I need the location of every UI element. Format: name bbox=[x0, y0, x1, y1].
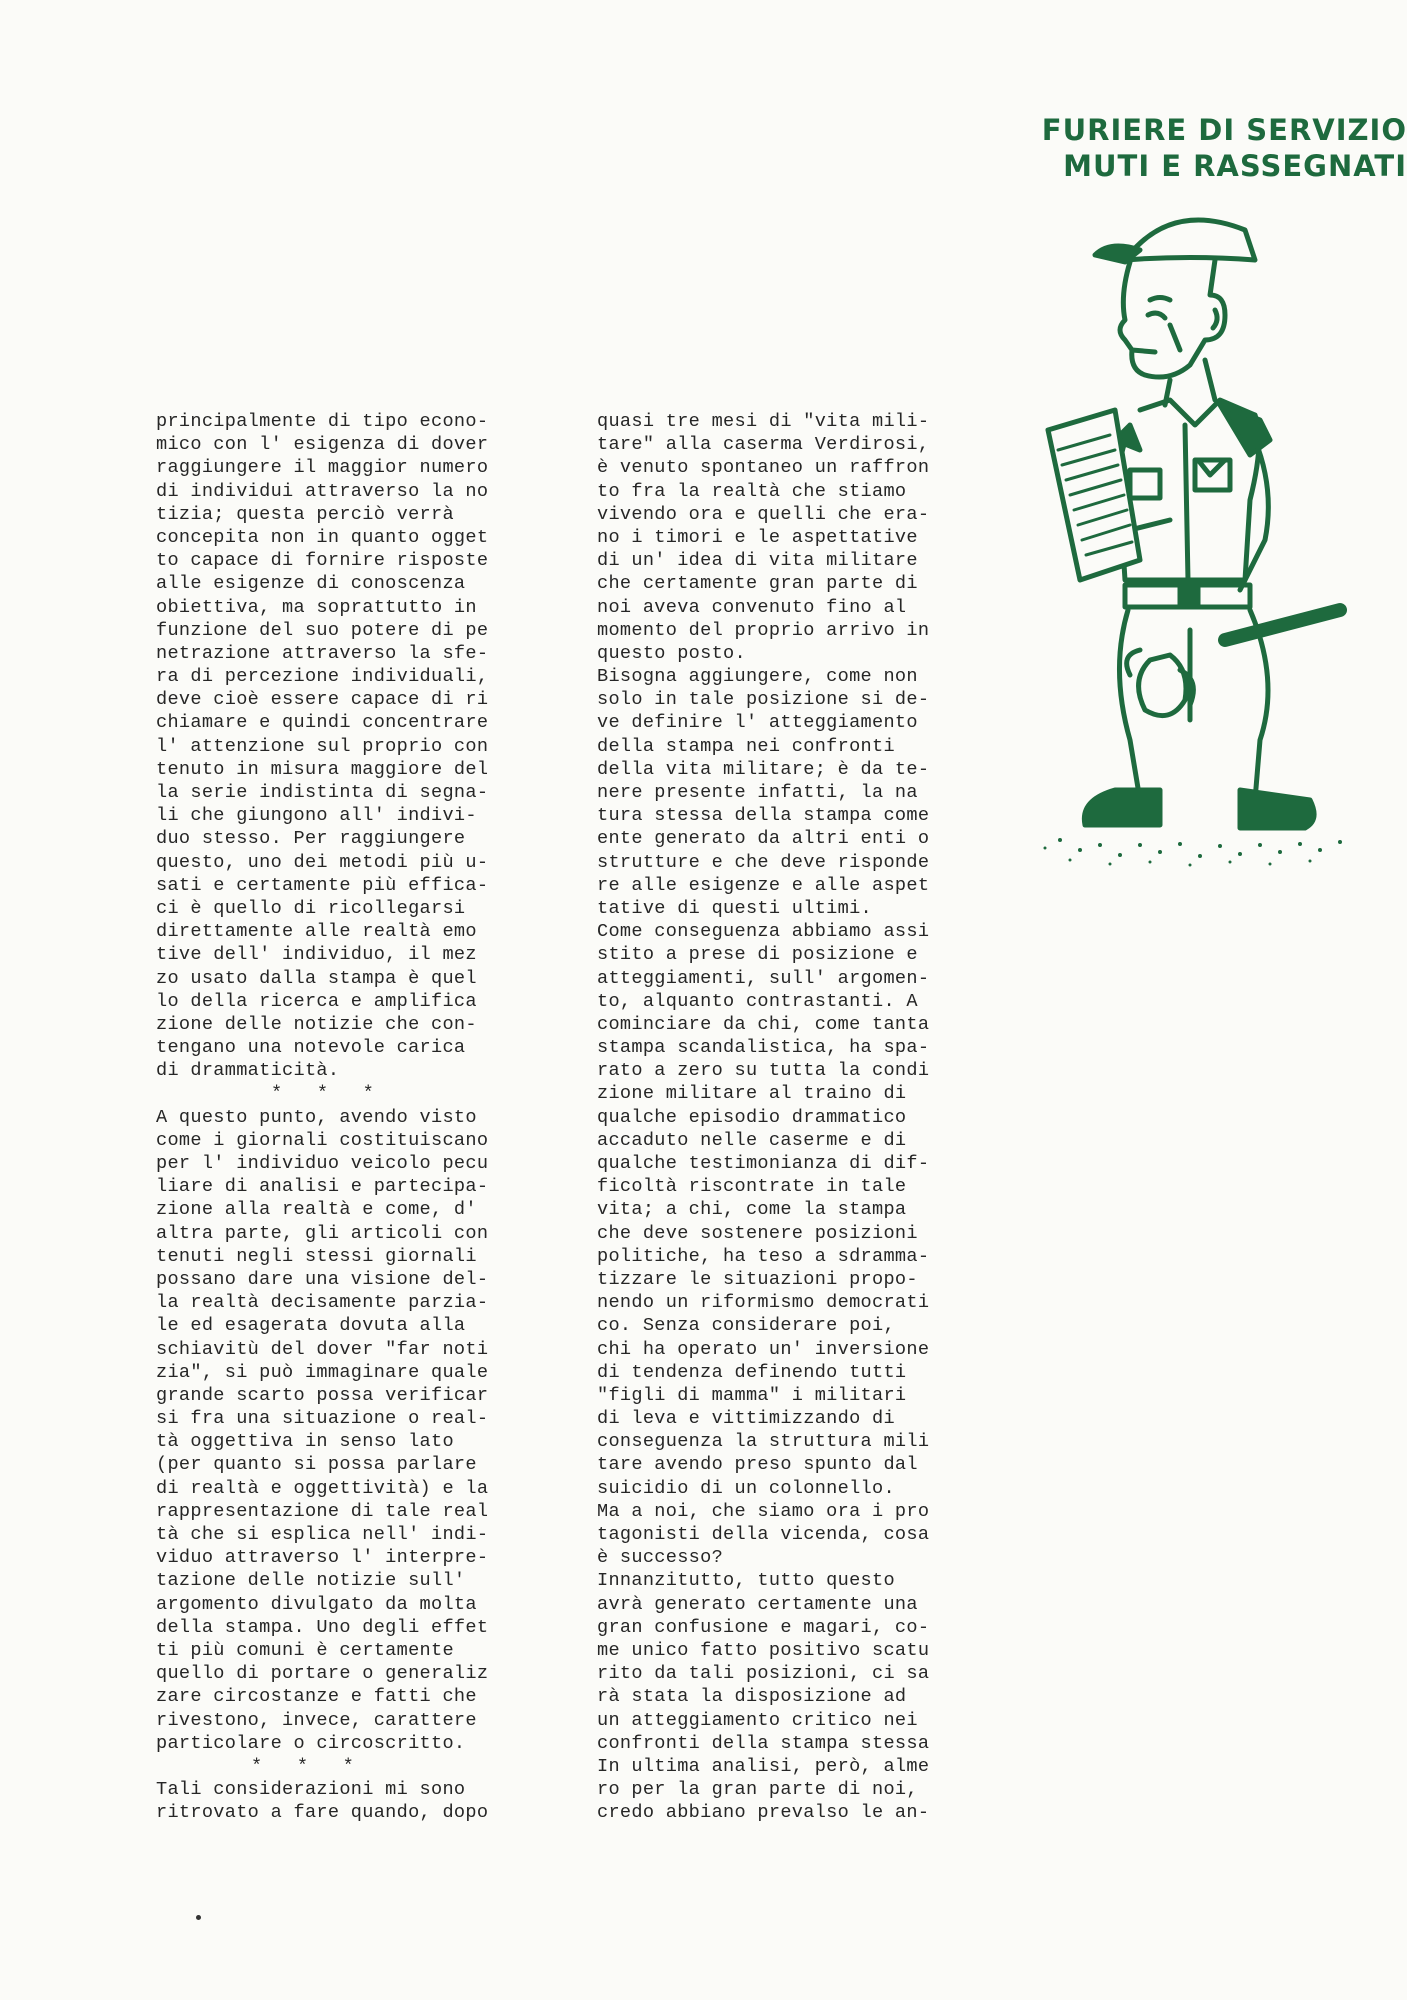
text-line: di tendenza definendo tutti bbox=[597, 1361, 907, 1383]
text-line: di individui attraverso la no bbox=[156, 480, 489, 502]
text-line: ti più comuni è certamente bbox=[156, 1639, 454, 1661]
text-line: per l' individuo veicolo pecu bbox=[156, 1153, 489, 1174]
text-line: tizzare le situazioni propo- bbox=[597, 1268, 918, 1290]
text-line: principalmente di tipo econo- bbox=[156, 411, 489, 432]
text-line: Innanzitutto, tutto questo bbox=[597, 1570, 895, 1592]
text-line: possano dare una visione del- bbox=[156, 1268, 489, 1290]
text-line: di drammaticità. bbox=[156, 1060, 340, 1082]
text-line: netrazione attraverso la sfe- bbox=[156, 642, 489, 664]
text-line: vivendo ora e quelli che era- bbox=[597, 503, 930, 525]
text-line: zia", si può immaginare quale bbox=[156, 1361, 489, 1383]
text-line: chiamare e quindi concentrare bbox=[156, 712, 489, 734]
text-line: rivestono, invece, carattere bbox=[156, 1709, 477, 1731]
text-line: tengano una notevole carica bbox=[156, 1037, 466, 1059]
text-line: to capace di fornire risposte bbox=[156, 550, 489, 572]
text-line: liare di analisi e partecipa- bbox=[156, 1176, 489, 1198]
text-line: "figli di mamma" i militari bbox=[597, 1384, 907, 1406]
text-line: stito a prese di posizione e bbox=[597, 944, 918, 966]
paper-speck bbox=[196, 1915, 201, 1920]
text-line: tenuto in misura maggiore del bbox=[156, 758, 489, 780]
text-line: concepita non in quanto ogget bbox=[156, 526, 489, 548]
text-line: tazione delle notizie sull' bbox=[156, 1570, 466, 1592]
text-line: ci è quello di ricollegarsi bbox=[156, 897, 466, 919]
text-line: la serie indistinta di segna- bbox=[156, 782, 489, 803]
text-line: di leva e vittimizzando di bbox=[597, 1408, 895, 1430]
text-line: stampa scandalistica, ha spa- bbox=[597, 1037, 930, 1059]
text-line: vita; a chi, come la stampa bbox=[597, 1199, 907, 1221]
text-line: argomento divulgato da molta bbox=[156, 1593, 477, 1615]
text-line: tà che si esplica nell' indi- bbox=[156, 1524, 489, 1545]
text-line: qualche episodio drammatico bbox=[597, 1106, 907, 1128]
text-line: tura stessa della stampa come bbox=[597, 805, 930, 827]
text-line: un atteggiamento critico nei bbox=[597, 1709, 918, 1731]
text-line: si fra una situazione o real- bbox=[156, 1408, 489, 1430]
title-line-2: MUTI E RASSEGNATI bbox=[1063, 149, 1407, 183]
right-text-column bbox=[597, 410, 997, 1824]
section-separator: * * * bbox=[251, 1755, 355, 1777]
text-line: tive dell' individuo, il mez bbox=[156, 944, 477, 966]
text-line: chi ha operato un' inversione bbox=[597, 1338, 930, 1360]
text-line: questo, uno dei metodi più u- bbox=[156, 851, 489, 873]
text-line: tative di questi ultimi. bbox=[597, 897, 872, 919]
text-line: confronti della stampa stessa bbox=[597, 1732, 930, 1754]
left-text-column bbox=[156, 410, 556, 1824]
text-line: solo in tale posizione si de- bbox=[597, 689, 930, 711]
text-line: questo posto. bbox=[597, 642, 746, 664]
text-line: In ultima analisi, però, alme bbox=[597, 1755, 930, 1777]
text-line: nere presente infatti, la na bbox=[597, 782, 918, 803]
text-line: ente generato da altri enti o bbox=[597, 828, 930, 850]
text-line: rato a zero su tutta la condi bbox=[597, 1060, 930, 1082]
text-line: della stampa nei confronti bbox=[597, 735, 895, 757]
text-line: grande scarto possa verificar bbox=[156, 1384, 489, 1406]
text-line: noi aveva convenuto fino al bbox=[597, 596, 907, 618]
text-line: zione delle notizie che con- bbox=[156, 1013, 477, 1035]
text-line: ro per la gran parte di noi, bbox=[597, 1779, 918, 1801]
text-line: momento del proprio arrivo in bbox=[597, 619, 930, 641]
text-line: particolare o circoscritto. bbox=[156, 1732, 466, 1754]
text-line: funzione del suo potere di pe bbox=[156, 619, 489, 641]
text-line: tà oggettiva in senso lato bbox=[156, 1431, 454, 1453]
text-line: no i timori e le aspettative bbox=[597, 526, 918, 548]
text-line: le ed esagerata dovuta alla bbox=[156, 1315, 466, 1337]
text-line: mico con l' esigenza di dover bbox=[156, 434, 489, 456]
text-line: zare circostanze e fatti che bbox=[156, 1686, 477, 1708]
text-line: è successo? bbox=[597, 1547, 724, 1569]
text-line: Tali considerazioni mi sono bbox=[156, 1779, 466, 1801]
text-line: conseguenza la struttura mili bbox=[597, 1431, 930, 1453]
text-line: A questo punto, avendo visto bbox=[156, 1106, 477, 1128]
text-line: politiche, ha teso a sdramma- bbox=[597, 1245, 930, 1267]
text-line: tare" alla caserma Verdirosi, bbox=[597, 434, 930, 456]
text-line: alle esigenze di conoscenza bbox=[156, 573, 466, 595]
text-line: l' attenzione sul proprio con bbox=[156, 735, 489, 757]
text-line: ve definire l' atteggiamento bbox=[597, 712, 918, 734]
text-line: quasi tre mesi di "vita mili- bbox=[597, 411, 930, 432]
text-line: è venuto spontaneo un raffron bbox=[597, 457, 930, 479]
text-line: ritrovato a fare quando, dopo bbox=[156, 1802, 489, 1824]
text-line: nendo un riformismo democrati bbox=[597, 1292, 930, 1314]
text-line: me unico fatto positivo scatu bbox=[597, 1639, 930, 1661]
soldier-reading-newspaper-illustration bbox=[1020, 200, 1375, 870]
text-line: come i giornali costituiscano bbox=[156, 1129, 489, 1151]
text-line: avrà generato certamente una bbox=[597, 1593, 918, 1615]
text-line: tenuti negli stessi giornali bbox=[156, 1245, 477, 1267]
text-line: (per quanto si possa parlare bbox=[156, 1454, 477, 1476]
text-line: li che giungono all' indivi- bbox=[156, 805, 477, 827]
text-line: co. Senza considerare poi, bbox=[597, 1315, 895, 1337]
text-line: quello di portare o generaliz bbox=[156, 1663, 489, 1685]
text-line: altra parte, gli articoli con bbox=[156, 1222, 489, 1244]
article-title bbox=[1027, 112, 1407, 184]
text-line: credo abbiano prevalso le an- bbox=[597, 1802, 930, 1824]
text-line: della vita militare; è da te- bbox=[597, 758, 930, 780]
text-line: rito da tali posizioni, ci sa bbox=[597, 1663, 930, 1685]
text-line: zione alla realtà e come, d' bbox=[156, 1199, 477, 1221]
text-line: raggiungere il maggior numero bbox=[156, 457, 489, 479]
text-line: viduo attraverso l' interpre- bbox=[156, 1547, 489, 1569]
title-line-1: FURIERE DI SERVIZIO bbox=[1041, 113, 1407, 147]
text-line: la realtà decisamente parzia- bbox=[156, 1292, 489, 1314]
text-line: suicidio di un colonnello. bbox=[597, 1477, 895, 1499]
section-separator: * * * bbox=[271, 1083, 375, 1105]
text-line: ra di percezione individuali, bbox=[156, 666, 489, 688]
text-line: qualche testimonianza di dif- bbox=[597, 1153, 930, 1174]
text-line: tizia; questa perciò verrà bbox=[156, 503, 454, 525]
text-line: to, alquanto contrastanti. A bbox=[597, 990, 918, 1012]
text-line: di un' idea di vita militare bbox=[597, 550, 918, 572]
text-line: Bisogna aggiungere, come non bbox=[597, 666, 918, 688]
text-line: sati e certamente più effica- bbox=[156, 874, 489, 896]
text-line: direttamente alle realtà emo bbox=[156, 921, 477, 943]
text-line: obiettiva, ma soprattutto in bbox=[156, 596, 477, 618]
text-line: rà stata la disposizione ad bbox=[597, 1686, 907, 1708]
text-line: che certamente gran parte di bbox=[597, 573, 918, 595]
text-line: della stampa. Uno degli effet bbox=[156, 1616, 489, 1638]
text-line: tagonisti della vicenda, cosa bbox=[597, 1524, 930, 1545]
text-line: deve cioè essere capace di ri bbox=[156, 689, 489, 711]
text-line: Ma a noi, che siamo ora i pro bbox=[597, 1500, 930, 1522]
text-line: to fra la realtà che stiamo bbox=[597, 480, 907, 502]
text-line: ficoltà riscontrate in tale bbox=[597, 1176, 907, 1198]
text-line: Come conseguenza abbiamo assi bbox=[597, 921, 930, 943]
text-line: lo della ricerca e amplifica bbox=[156, 990, 477, 1012]
text-line: re alle esigenze e alle aspet bbox=[597, 874, 930, 896]
text-line: strutture e che deve risponde bbox=[597, 851, 930, 873]
text-line: cominciare da chi, come tanta bbox=[597, 1013, 930, 1035]
text-line: tare avendo preso spunto dal bbox=[597, 1454, 918, 1476]
text-line: zo usato dalla stampa è quel bbox=[156, 967, 477, 989]
text-line: di realtà e oggettività) e la bbox=[156, 1477, 489, 1499]
text-line: che deve sostenere posizioni bbox=[597, 1222, 918, 1244]
text-line: rappresentazione di tale real bbox=[156, 1500, 489, 1522]
text-line: atteggiamenti, sull' argomen- bbox=[597, 967, 930, 989]
text-line: accaduto nelle caserme e di bbox=[597, 1129, 907, 1151]
text-line: duo stesso. Per raggiungere bbox=[156, 828, 466, 850]
text-line: schiavitù del dover "far noti bbox=[156, 1338, 489, 1360]
text-line: gran confusione e magari, co- bbox=[597, 1616, 930, 1638]
text-line: zione militare al traino di bbox=[597, 1083, 907, 1105]
